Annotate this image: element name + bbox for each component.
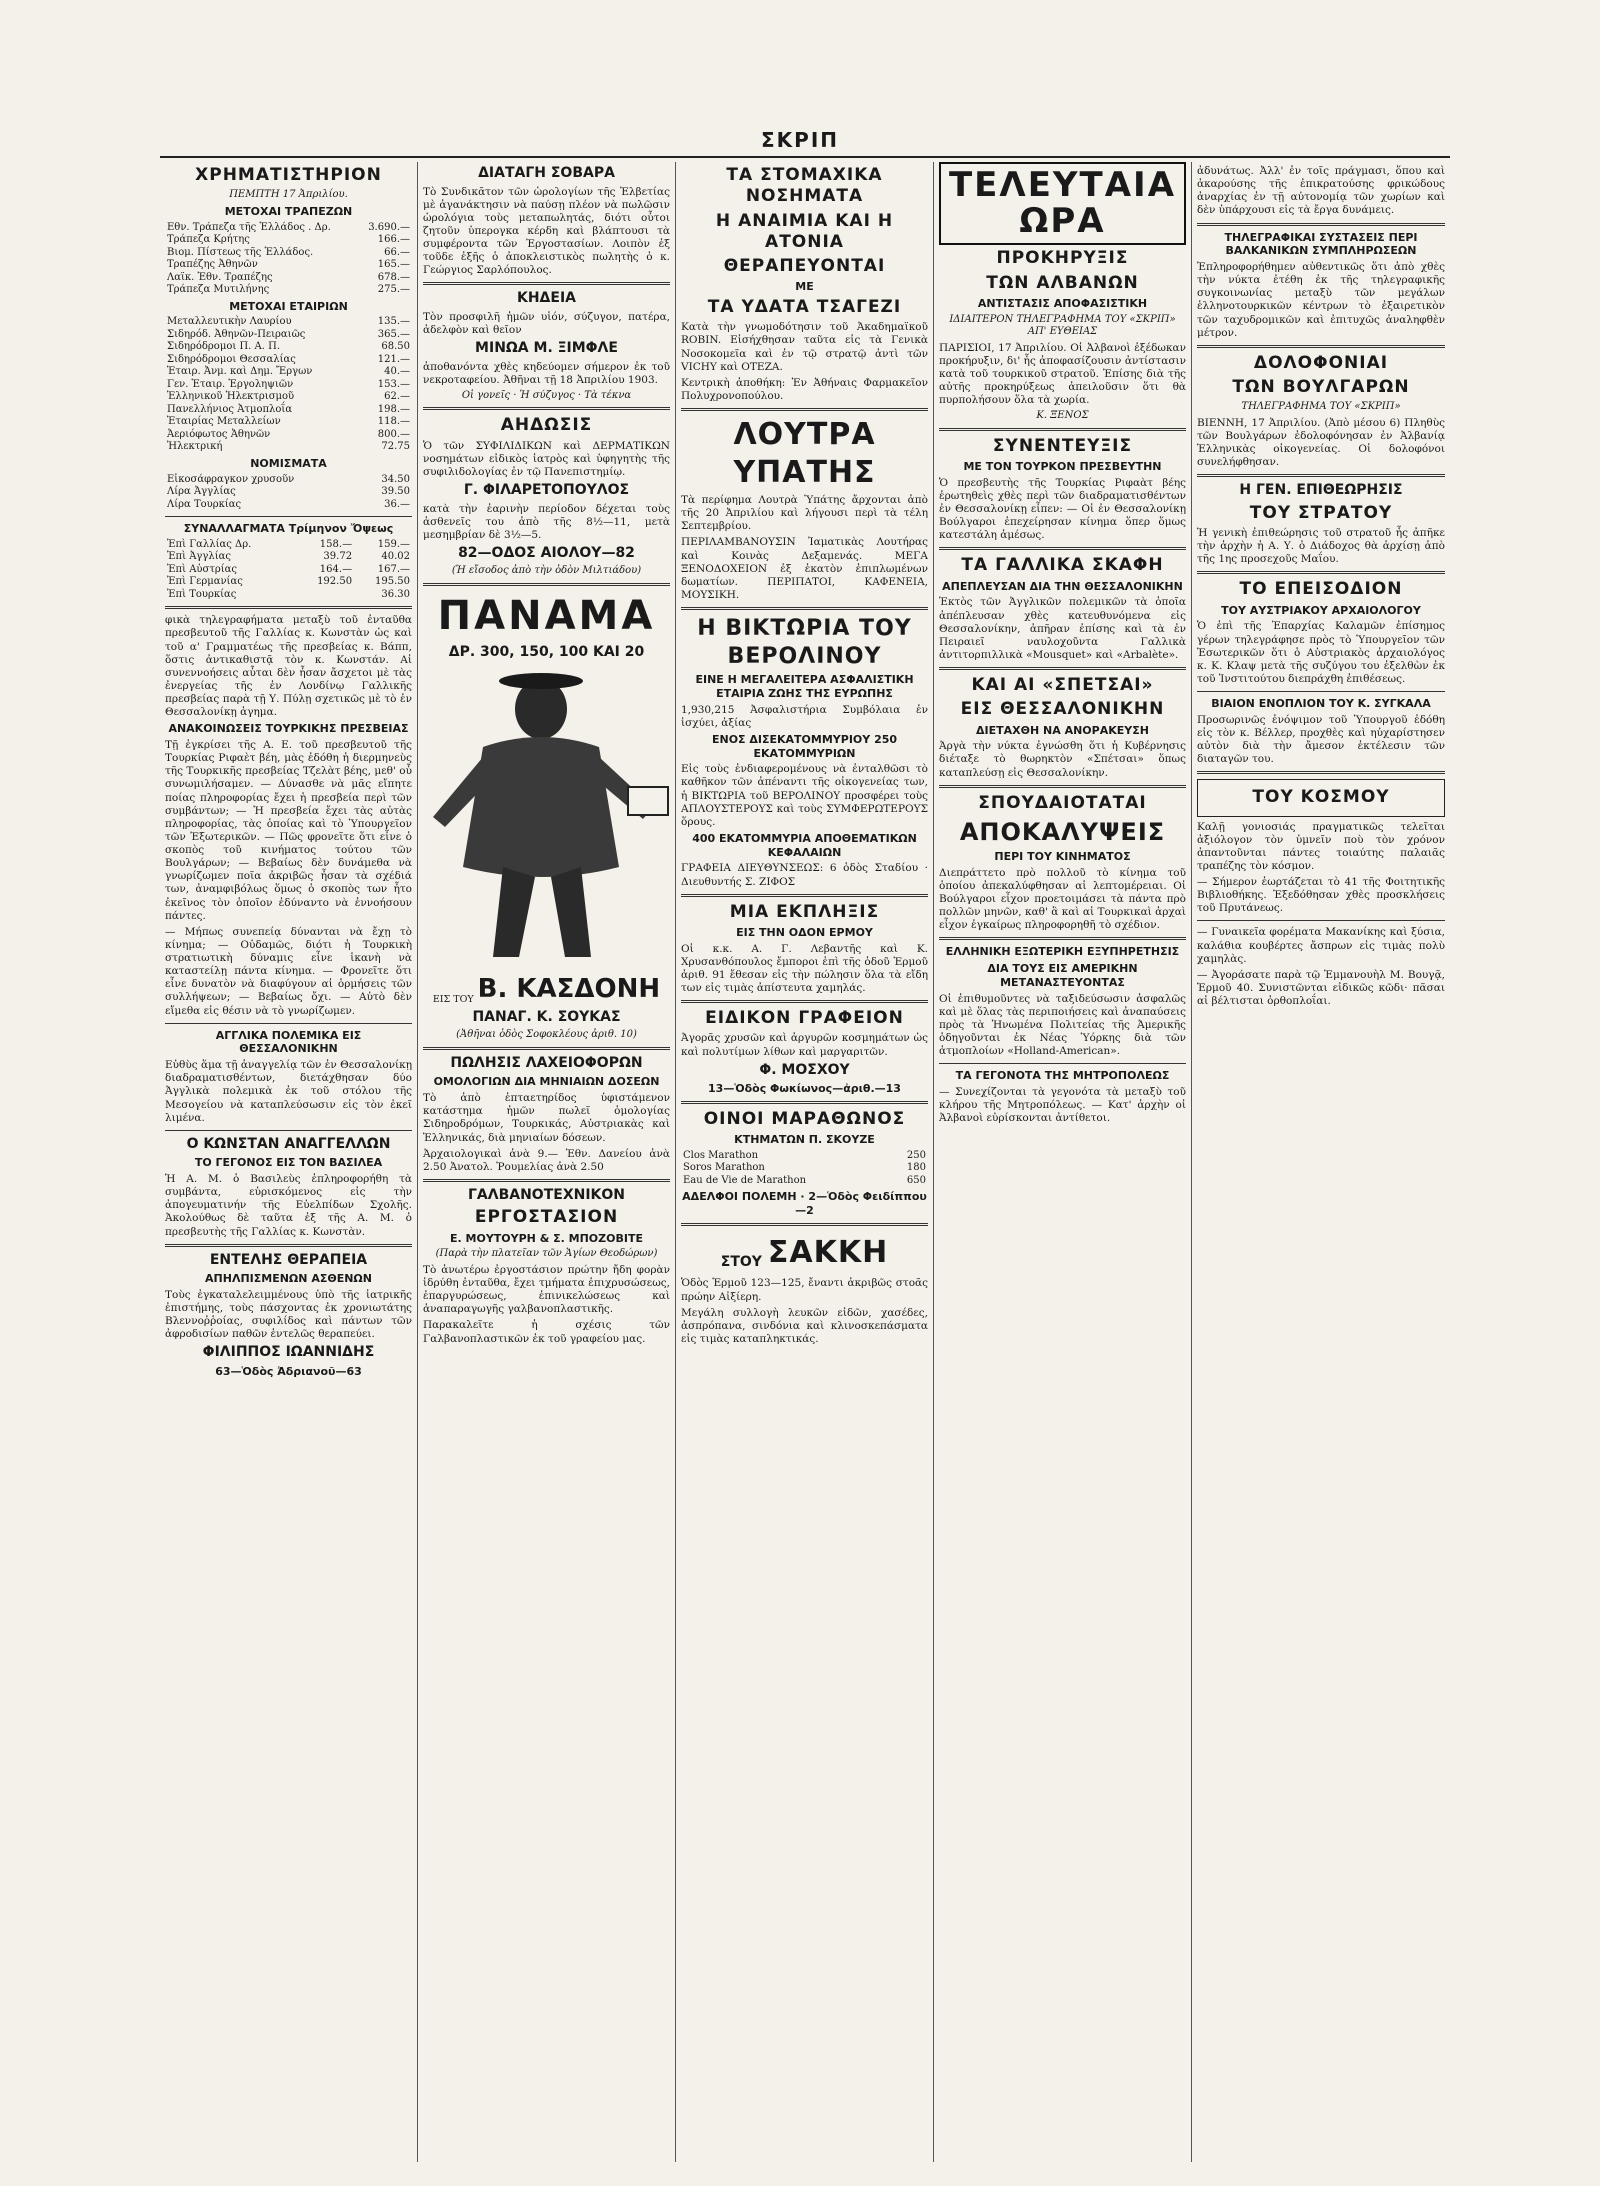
- article-heading: ΕΙΣ ΘΕΣΣΑΛΟΝΙΚΗΝ: [960, 699, 1165, 720]
- divider: [681, 1223, 928, 1226]
- divider: [165, 1244, 412, 1247]
- article-body: — Σήμερον ἐωρτάζεται τὸ 41 τῆς Φοιτητικῆς Βιβλιοθήκης. Ἐξεδόθησαν χθὲς προσκλήσεις τοῦ Πρυτάνεως.: [1197, 876, 1445, 915]
- table-row: Ἐπὶ Γαλλίας Δρ. 158.— 159.—: [167, 538, 410, 550]
- divider: [681, 1101, 928, 1104]
- table-row: Τραπέζης Ἀθηνῶν 165.—: [167, 259, 410, 270]
- divider: [939, 937, 1186, 940]
- ad-heading: ΑΗΔΩΣΙΣ: [500, 415, 593, 436]
- table-row: Ἑταιρ. Ἀνμ. καὶ Δημ. Ἔργων 40.—: [167, 366, 410, 378]
- divider: [165, 1023, 412, 1024]
- ad-subheading: ΚΤΗΜΑΤΩΝ Π. ΣΚΟΥΖΕ: [734, 1133, 875, 1147]
- ad-body: Κατὰ τὴν γνωμοδότησιν τοῦ Ἀκαδημαϊκοῦ ROBIN. Εἰσήχθησαν ταῦτα εἰς τὰ Γενικὰ Νοσοκομεῖα καὶ ἐν τῷ στρατῷ ἀντὶ τῶν VICHY καὶ OTEZA.: [681, 321, 928, 373]
- notice-body: ἀποθανόντα χθὲς κηδεύομεν σήμερον ἐκ τοῦ νεκροταφείου. Ἀθῆναι τῇ 18 Ἀπριλίου 1903.: [423, 360, 670, 386]
- ad-body: 1,930,215 Ἀσφαλιστήρια Συμβόλαια ἐν ἰσχύει, ἀξίας: [681, 703, 928, 729]
- article-body: Ἡ γενικὴ ἐπιθεώρησις τοῦ στρατοῦ ἧς ἀπῆκε τὴν ἀρχὴν ἡ Α. Υ. ὁ Διάδοχος θὰ ἀρχίσῃ ἀπὸ τῆς 1ης προσεχοῦς Μαΐου.: [1197, 527, 1445, 566]
- table-row: Εθν. Τράπεζα τῆς Ἑλλάδος . Δρ. 3.690.—: [167, 221, 410, 233]
- table-row: Εἰκοσάφραγκον χρυσοῦν 34.50: [167, 473, 410, 485]
- article-subheading: ΜΕ ΤΟΝ ΤΟΥΡΚΟΝ ΠΡΕΣΒΕΥΤΗΝ: [963, 460, 1162, 473]
- ad-body: Οἱ κ.κ. Α. Γ. Λεβαντῆς καὶ Κ. Χρυσανθόπουλος ἔμποροι ἐπὶ τῆς ὁδοῦ Ἑρμοῦ ἀριθ. 91 ἔθεσαν εἰς τὴν πώλησιν ὅλα τὰ εἴδη των εἰς τιμὰς ἀπίστευτα χαμηλάς.: [681, 942, 928, 994]
- ad-body: κατὰ τὴν ἐαρινὴν περίοδον δέχεται τοὺς ἀσθενεῖς του ἀπὸ τῆς 8½—11, μετὰ μεσημβρίαν δὲ 3½—5.: [423, 502, 670, 541]
- article-body: Ὁ ἐπὶ τῆς Ἐπαρχίας Καλαμῶν ἐπίσημος γέρων τηλεγράφησε πρὸς τὸ Ὑπουργεῖον τῶν Ἐσωτερικῶν ὅτι ὁ Αὐστριακὸς ἀρχαιολόγος κ. Κ. Κλαψ μετὰ τῆς συζύγου του ἐξελθὼν ἐκ τοῦ Ἰνστιτούτου διεπράχθη ἐπιθέσεως.: [1197, 620, 1445, 685]
- divider: [423, 1179, 670, 1182]
- article-subheading: ΤΟΥ ΑΥΣΤΡΙΑΚΟΥ ΑΡΧΑΙΟΛΟΓΟΥ: [1221, 603, 1421, 617]
- ad-name: Γ. ΦΙΛΑΡΕΤΟΠΟΥΛΟΣ: [463, 482, 630, 498]
- article-body: Τῇ ἐγκρίσει τῆς Α. Ε. τοῦ πρεσβευτοῦ τῆς Τουρκίας Ριφαὲτ βέη, μὰς ἐδόθη ἡ διερμηνεὺς τῆς Τουρκικῆς πρεσβείας Τζελὰτ βέης, μεθ' οὗ συνωμιλήσαμεν. — Δύνασθε νὰ μᾶς εἴπητε ποίας πληροφορίας ἔχει ἡ πρεσβεία περὶ τῶν συμβάντων; — Ἡ πρεσβεία ἔχει τὰς αὐτὰς πληροφορίας, τὰς ὁποίας καὶ τὸ Ὑπουργεῖον τῶν Ἐξωτερικῶν. — Πῶς φρονεῖτε ὅτι εἶνε ὁ σκοπὸς τοῦ κινήματος τούτου τῶν Βουλγάρων; — Βεβαίως δὲν δυνάμεθα νὰ γνωρίζωμεν ποῖα ἀκριβῶς ἦσαν τὰ σχέδιά των, ἀναμφιβόλως ὅμως ὁ σκοπὸς των ἦτο ἐκεῖνος τὸν ὁποῖον ἐδύναντο νὰ ἐννοήσουν πάντες.: [165, 739, 412, 922]
- ad-body: Τὸ Συνδικᾶτον τῶν ὡρολογίων τῆς Ἑλβετίας μὲ ἀγανάκτησιν νὰ παύσῃ πλέον νὰ πωλῶσιν ὡρολόγια τοὺς μεταπωλητάς, διότι οὗτοι ζητοῦν ὑπερογκα κέρδη καὶ βλάπτουσι τὰ συμφέροντα τῶν Ἐργοστασίων. Λοιπὸν ἐξ τοῦδε ἐξῆς ὁ ἀποκλειστικὸς πωλητὴς ὁ κ. Γεώργιος Σαρλόπουλος.: [423, 185, 670, 277]
- ad-address: 82—ΟΔΟΣ ΑΙΟΛΟΥ—82: [458, 544, 635, 561]
- article-subheading: ΔΙΑ ΤΟΥΣ ΕΙΣ ΑΜΕΡΙΚΗΝ ΜΕΤΑΝΑΣΤΕΥΟΝΤΑΣ: [987, 962, 1138, 989]
- kasdoni-banner: [423, 973, 670, 1006]
- article-body: Ὁ πρεσβευτὴς τῆς Τουρκίας Ριφαὰτ βέης ἐρωτηθεὶς χθὲς περὶ τῶν διαδραματισθέντων ἐν Θεσσαλονίκῃ εἶπεν: — Οἱ ἐν Θεσσαλονίκῃ Βούλγαροι ἐπεχείρησαν κίνημα ὅπερ ὅμως κατεστάλη ἀμέσως.: [939, 476, 1186, 542]
- ad-subheading: ΕΡΓΟΣΤΑΣΙΟΝ: [474, 1207, 619, 1228]
- divider: [1197, 345, 1445, 348]
- divider: [1197, 223, 1445, 226]
- companies-heading: ΜΕΤΟΧΑΙ ΕΤΑΙΡΙΩΝ: [229, 299, 348, 313]
- sakki-banner: [681, 1231, 928, 1275]
- ad-heading: ΤΑ ΣΤΟΜΑΧΙΚΑ ΝΟΣΗΜΑΤΑ: [726, 165, 883, 207]
- column-2: [418, 162, 676, 2162]
- article-heading: ΔΟΛΟΦΟΝΙΑΙ: [1253, 352, 1389, 373]
- article-heading: ΤΩΝ ΑΛΒΑΝΩΝ: [986, 272, 1139, 293]
- article-heading: ΤΑ ΓΕΓΟΝΟΤΑ ΤΗΣ ΜΗΤΡΟΠΟΛΕΩΣ: [955, 1069, 1170, 1083]
- ad-heading: Η ΑΝΑΙΜΙΑ ΚΑΙ Η ΑΤΟΝΙΑ: [715, 210, 894, 252]
- table-row: Ἐπὶ Τουρκίας 36.30: [167, 588, 410, 600]
- kasdoni-address: (Ἀθῆναι ὁδὸς Σοφοκλέους ἀριθ. 10): [456, 1029, 637, 1041]
- article-subheading: ΔΙΕΤΑΧΘΗ ΝΑ ΑΝΟΡΑΚΕΥΣΗ: [976, 723, 1149, 737]
- ad-name: Φ. ΜΟΣΧΟΥ: [759, 1061, 850, 1078]
- divider: [939, 547, 1186, 550]
- notice-signature: Οἱ γονεῖς · Ἡ σύζυγος · Τὰ τέκνα: [461, 389, 632, 401]
- divider: [423, 1047, 670, 1050]
- divider: [681, 1000, 928, 1003]
- divider: [423, 407, 670, 410]
- ad-heading: ΕΝΤΕΛΗΣ ΘΕΡΑΠΕΙΑ: [209, 1251, 368, 1268]
- table-row: Ἐπὶ Αὐστρίας 164.— 167.—: [167, 563, 410, 575]
- kasdoni-name: Β. ΚΑΣΔΟΝΗ: [477, 974, 661, 1005]
- column-1: [160, 162, 418, 2162]
- table-row: Eau de Vie de Marathon 650: [683, 1174, 926, 1186]
- ad-heading: ΜΙΑ ΕΚΠΛΗΞΙΣ: [729, 901, 880, 922]
- market-title: ΧΡΗΜΑΤΙΣΤΗΡΙΟΝ: [195, 165, 382, 185]
- ad-body: Τὰ περίφημα Λουτρὰ Ὑπάτης ἄρχονται ἀπὸ τῆς 20 Ἀπριλίου καὶ λήγουσι περὶ τὰ τέλη Σεπτεμβρίου.: [681, 494, 928, 533]
- article-heading: ΤΟΥ ΣΤΡΑΤΟΥ: [1249, 502, 1393, 523]
- divider: [1197, 474, 1445, 477]
- ad-heading: ΟΙΝΟΙ ΜΑΡΑΘΩΝΟΣ: [703, 1108, 906, 1129]
- table-row: Τράπεζα Κρήτης 166.—: [167, 234, 410, 245]
- ad-heading: ΔΙΑΤΑΓΗ ΣΟΒΑΡΑ: [478, 165, 615, 181]
- table-row: Τράπεζα Μυτιλήνης 275.—: [167, 284, 410, 295]
- top-rule: [160, 156, 1450, 158]
- ad-heading: ΤΑ ΥΔΑΤΑ ΤΣΑΓΕΖΙ: [707, 297, 902, 317]
- ad-body: Ἀρχαιολογικαὶ ἀνὰ 9.— Ἐθν. Δανείου ἀνὰ 2.50 Ἀνατολ. Ῥουμελίας ἀνὰ 2.50: [423, 1147, 670, 1173]
- ad-heading: ΕΙΔΙΚΟΝ ΓΡΑΦΕΙΟΝ: [705, 1008, 904, 1029]
- market-date: ΠΕΜΠΤΗ 17 Ἀπριλίου.: [229, 189, 348, 201]
- article-subheading: ΠΕΡΙ ΤΟΥ ΚΙΝΗΜΑΤΟΣ: [994, 849, 1131, 863]
- sakki-name: ΣΑΚΚΗ: [767, 1234, 889, 1270]
- divider: [165, 516, 412, 517]
- ad-footer: ΓΡΑΦΕΙΑ ΔΙΕΥΘΥΝΣΕΩΣ: 6 ὁδὸς Σταδίου · Διευθυντής Σ. ΖΙΦΟΣ: [681, 862, 928, 888]
- man-figure-icon: [423, 667, 671, 967]
- notice-heading: ΚΗΔΕΙΑ: [516, 290, 576, 307]
- ad-name: ΦΙΛΙΠΠΟΣ ΙΩΑΝΝΙΔΗΣ: [202, 1344, 375, 1361]
- lottery-title: ΠΑΝΑΜΑ: [437, 592, 656, 639]
- article-heading: ΤΗΛΕΓΡΑΦΙΚΑΙ ΣΥΣΤΑΣΕΙΣ ΠΕΡΙ ΒΑΛΚΑΝΙΚΩΝ ΣΥΜΠΛΗΡΩΣΕΩΝ: [1224, 230, 1418, 258]
- article-body: Καλῇ γονιοσιάς πραγματικῶς τελεῖται ἀξιόλογον τὸν ὑμνεῖν ποὺ τὸν χρόνον ἀπαντοῦνται πάντες τοιαύτης παλαιᾶς τραπέζης τὸν κόσμον.: [1197, 820, 1445, 872]
- table-row: Λαϊκ. Ἐθν. Τραπέζης 678.—: [167, 271, 410, 283]
- divider: [681, 894, 928, 897]
- table-row: Γεν. Ἑταιρ. Ἐργοληψιῶν 153.—: [167, 378, 410, 390]
- table-row: Σιδηρόδ. Ἀθηνῶν-Πειραιῶς 365.—: [167, 328, 410, 340]
- article-body: ἀδυνάτως. Ἀλλ' ἐν τοῖς πράγμασι, ὅπου καὶ ἀκαρούσης τῆς ἐπικρατούσης φρικώδους ἀναρχίας ἐν τῇ αὐτονομίᾳ τῶν χωρίων καὶ δὲν ὑπάρχουσι εἰς τὰ ἔργα δυνάμεις.: [1197, 165, 1445, 217]
- article-heading: ΚΑΙ ΑΙ «ΣΠΕΤΣΑΙ»: [971, 675, 1154, 695]
- table-row: Ἐπὶ Ἀγγλίας 39.72 40.02: [167, 551, 410, 563]
- article-source: ΙΔΙΑΙΤΕΡΟΝ ΤΗΛΕΓΡΑΦΗΜΑ ΤΟΥ «ΣΚΡΙΠ» ΑΠ' ΕΥΘΕΙΑΣ: [949, 313, 1176, 338]
- article-body: Ἀργὰ τὴν νύκτα ἐγνώσθη ὅτι ἡ Κυβέρνησις διέταξε τὸ θωρηκτὸν «Σπέτσαι» ὅπως καταπλεύσῃ εἰς Θεσσαλονίκην.: [939, 740, 1186, 779]
- companies-table: [165, 316, 412, 454]
- article-subheading: ΑΝΤΙΣΤΑΣΙΣ ΑΠΟΦΑΣΙΣΤΙΚΗ: [977, 296, 1148, 310]
- table-row: Ἑλληνικοῦ Ἠλεκτρισμοῦ 62.—: [167, 391, 410, 403]
- divider: [423, 282, 670, 285]
- article-body: φικὰ τηλεγραφήματα μεταξὺ τοῦ ἐνταῦθα πρεσβευτοῦ τῆς Γαλλίας κ. Κωνστὰν ὡς καὶ τοῦ α' Γραμματέως τῆς πρεσβείας κ. Βάππ, ὅστις ἀντικαθιστᾷ τὸν κ. Κωνστάν. Αἱ συνεννοήσεις αὗται δὲν ἦσαν ἄσχετοι μὲ τὰς ἐνεργείας τῆς ἐν Λονδίνῳ Γαλλικῆς πρεσβείας παρὰ τῇ Υ. Πύλῃ σχετικῶς μὲ τὸ ἐν Θεσσαλονίκῃ ἀγημα.: [165, 614, 412, 719]
- divider: [939, 785, 1186, 788]
- figure-illustration: [423, 667, 670, 967]
- article-heading: ΤΟ ΕΠΕΙΣΟΔΙΟΝ: [1239, 579, 1403, 600]
- table-row: Πανελλήνιος Ἀτμοπλοΐα 198.—: [167, 403, 410, 415]
- article-body: Ἡ Α. Μ. ὁ Βασιλεὺς ἐπληροφορήθη τὰ συμβάντα, εὑρισκόμενος εἰς τὴν ἀπογευματινήν τῆς Εὐελπίδων Σχολῆς. Ἀκολούθως δὲ ταῦτα ἐξ τῆς Α. Μ. ὁ πρεσβευτὴς τῆς Γαλλίας κ. Κωνστὰν.: [165, 1173, 412, 1238]
- ad-owners: Ε. ΜΟΥΤΟΥΡΗ & Σ. ΜΠΟΖΟΒΙΤΕ: [450, 1231, 643, 1245]
- ad-body: Τὸ ἀπὸ ἑπταετηρίδος ὑφιστάμενον κατάστημα ἡμῶν πωλεῖ ὁμολογίας Σιδηροδρόμων, Τουρκικάς, Αὐστριακὰς καὶ Ἑλληνικάς, διὰ μηνιαίων δόσεων.: [423, 1092, 670, 1144]
- ad-heading: ΛΟΥΤΡΑ ΥΠΑΤΗΣ: [733, 417, 876, 490]
- divider: [165, 1130, 412, 1131]
- ad-heading: Η ΒΙΚΤΩΡΙΑ ΤΟΥ ΒΕΡΟΛΙΝΟΥ: [697, 616, 912, 669]
- article-heading: ΤΟΥ ΚΟΣΜΟΥ: [1252, 787, 1390, 808]
- column-3: [676, 162, 934, 2162]
- article-heading: ΒΙΑΙΟΝ ΕΝΟΠΛΙΟΝ ΤΟΥ Κ. ΣΥΓΚΑΛΑ: [1211, 697, 1431, 710]
- ad-subheading: ΕΙΣ ΤΗΝ ΟΔΟΝ ΕΡΜΟΥ: [736, 925, 873, 939]
- ad-body: Εἰς τοὺς ἐνδιαφερομένους νὰ ἐνταλθῶσι τὸ καθῆκον τῶν ἀπέναντι τῆς οἰκογενείας των, ἡ ΒΙΚΤΩΡΙΑ τοῦ ΒΕΡΟΛΙΝΟΥ προσφέρει τοὺς ΑΠΛΟΥΣΤΕΡΟΥΣ καὶ τοὺς ΣΥΜΦΕΡΩΤΕΡΟΥΣ ὅρους.: [681, 763, 928, 828]
- article-signature: Κ. ΞΕΝΟΣ: [1036, 410, 1089, 422]
- table-row: Ἀεριόφωτος Ἀθηνῶν 800.—: [167, 428, 410, 440]
- column-5: [1192, 162, 1450, 2162]
- article-heading: ΕΛΛΗΝΙΚΗ ΕΞΩΤΕΡΙΚΗ ΕΞΥΠΗΡΕΤΗΣΙΣ: [945, 945, 1180, 959]
- fx-table: [165, 539, 412, 602]
- ad-address: 63—Ὁδὸς Ἀδριανοῦ—63: [215, 1364, 362, 1378]
- article-body: Διεπράττετο πρὸ πολλοῦ τὸ κίνημα τοῦ ὁποίου ἀπεκαλύφθησαν αἱ λεπτομέρειαι. Οἱ Βούλγαροι εἶχον προετοιμάσει τὰ πάντα πρὸ πολλῶν μηνῶν, καθ' ἃ καὶ αἱ Τουρκικαὶ ἀρχαὶ εἶχον ἐγκαίρως πληροφορηθῆ τὸ σχέδιον.: [939, 866, 1186, 932]
- divider: [165, 606, 412, 609]
- ad-address: 13—Ὁδὸς Φωκίωνος—ἀριθ.—13: [708, 1082, 901, 1096]
- table-row: Σιδηρόδρομοι Θεσσαλίας 121.—: [167, 353, 410, 365]
- divider: [1197, 571, 1445, 574]
- article-source: ΤΗΛΕΓΡΑΦΗΜΑ ΤΟΥ «ΣΚΡΙΠ»: [1241, 401, 1401, 413]
- table-row: Λίρα Τουρκίας 36.—: [167, 498, 410, 510]
- kasdoni-partner: ΠΑΝΑΓ. Κ. ΣΟΥΚΑΣ: [472, 1008, 621, 1025]
- ad-heading: ΠΩΛΗΣΙΣ ΛΑΧΕΙΟΦΟΡΩΝ: [450, 1054, 643, 1071]
- ad-footer: ΑΔΕΛΦΟΙ ΠΟΛΕΜΗ · 2—Ὁδὸς Φειδίππου—2: [682, 1190, 927, 1218]
- article-heading: ΑΝΑΚΟΙΝΩΣΕΙΣ ΤΟΥΡΚΙΚΗΣ ΠΡΕΣΒΕΙΑΣ: [168, 722, 409, 736]
- article-subheading: ΑΠΕΠΛΕΥΣΑΝ ΔΙΑ ΤΗΝ ΘΕΣΣΑΛΟΝΙΚΗΝ: [942, 579, 1183, 593]
- ad-heading: ΜΕ: [795, 280, 814, 294]
- table-row: Ἑταιρίας Μεταλλείων 118.—: [167, 416, 410, 428]
- article-body: Ἐπληροφορήθημεν αὐθεντικῶς ὅτι ἀπὸ χθὲς τὴν νύκτα ἐτέθη ἐκ τῆς τηλεγραφικῆς συγκοινωνίας μεταξὺ τῶν μεγάλων ἑλληνοτουρκικῶν κέντρων τὸ ἐξαιρετικὸν τῶν ταχυδρομικῶν καὶ ἐπιτυχῶς ἀναληφθὲν μέτρον.: [1197, 261, 1445, 339]
- article-body: Οἱ ἐπιθυμοῦντες νὰ ταξιδεύσωσιν ἀσφαλῶς καὶ μὲ ὅλας τὰς περιποιήσεις καὶ ἀναπαύσεις πρὸς τὰ Ἡνωμένα Πολιτείας τῆς Ἀμερικῆς ὁδηγοῦνται ἐκ Νέας Ὑόρκης διὰ τῶν ἀτμοπλοίων «Holland-American».: [939, 992, 1186, 1057]
- divider: [939, 667, 1186, 670]
- ad-subheading: ΕΝΟΣ ΔΙΣΕΚΑΤΟΜΜΥΡΙΟΥ 250 ΕΚΑΤΟΜΜΥΡΙΩΝ: [711, 732, 898, 760]
- notice-name: ΜΙΝΩΑ Μ. ΞΙΜΦΛΕ: [475, 340, 618, 357]
- masthead: ΣΚΡΙΠ: [761, 128, 839, 152]
- kasdoni-prefix: ΕΙΣ ΤΟΥ: [432, 994, 474, 1005]
- ad-body: Ὁ τῶν ΣΥΦΙΛΙΔΙΚΩΝ καὶ ΔΕΡΜΑΤΙΚΩΝ νοσημάτων εἰδικὸς ἰατρὸς καὶ ὑφηγητὴς τῆς συφιλιδολογίας ἐν τῷ Πανεπιστημίῳ.: [423, 439, 670, 478]
- ad-body: — Γυναικεῖα φορέματα Μακανίκης καὶ ξύσια, καλάθια κουβέρτες ἄσπρων εἰς τιμὰς πολὺ χαμηλὰς.: [1197, 926, 1445, 965]
- table-row: Clos Marathon 250: [683, 1149, 926, 1161]
- world-box: [1197, 779, 1445, 816]
- coins-table: [165, 474, 412, 512]
- coins-heading: ΝΟΜΙΣΜΑΤΑ: [250, 456, 327, 470]
- divider: [423, 583, 670, 586]
- bank-heading: ΜΕΤΟΧΑΙ ΤΡΑΠΕΖΩΝ: [224, 204, 353, 218]
- ad-address: (Παρὰ τὴν πλατεῖαν τῶν Ἁγίων Θεοδώρων): [435, 1248, 658, 1260]
- ad-body: Μεγάλη συλλογὴ λευκῶν εἰδῶν, χασέδες, ἀσπρόπανα, σινδόνια καὶ κλινοσκεπάσματα εἰς τιμὰς καταπληκτικάς.: [681, 1306, 928, 1345]
- article-body: Προσωρινῶς ἐνόψιμον τοῦ Ὑπουργοῦ ἐδόθη εἰς τὸν κ. Βέλλερ, προχθὲς καὶ ηὐχαρίστησεν αὐτὸν διὰ τὴν ἄμεσον ἐκτέλεσιν τῶν διαταγῶν του.: [1197, 713, 1445, 766]
- article-heading: ΤΩΝ ΒΟΥΛΓΑΡΩΝ: [1232, 377, 1410, 397]
- article-heading: ΣΠΟΥΔΑΙΟΤΑΤΑΙ: [978, 792, 1147, 813]
- fx-heading: ΣΥΝΑΛΛΑΓΜΑΤΑ Τρίμηνον Ὄψεως: [183, 522, 394, 535]
- lottery-prices: ΔΡ. 300, 150, 100 ΚΑΙ 20: [448, 643, 645, 660]
- sakki-prefix: ΣΤΟΥ: [720, 1253, 762, 1270]
- article-heading: ΣΥΝΕΝΤΕΥΞΙΣ: [992, 435, 1133, 456]
- divider: [1197, 771, 1445, 774]
- article-heading: Η ΓΕΝ. ΕΠΙΘΕΩΡΗΣΙΣ: [1239, 482, 1403, 499]
- article-subheading: ΤΟ ΓΕΓΟΝΟΣ ΕΙΣ ΤΟΝ ΒΑΣΙΛΕΑ: [194, 1156, 383, 1170]
- divider: [681, 607, 928, 610]
- divider: [681, 408, 928, 411]
- divider: [939, 1063, 1186, 1064]
- ad-body: — Ἀγοράσατε παρὰ τῷ Ἐμμανουὴλ Μ. Βουγᾷ, Ἑρμοῦ 40. Συνιστῶνται εἰδικῶς κῶδι· πᾶσαι αἱ βέλτισται ὀρθοπλοΐαι.: [1197, 968, 1445, 1007]
- column-grid: [160, 162, 1450, 2162]
- divider: [939, 428, 1186, 431]
- article-body: ΒΙΕΝΝΗ, 17 Ἀπριλίου. (Ἀπὸ μέσου 6) Πληθὺς τῶν Βουλγάρων ἐδολοφόνησαν ἐν Ἀλβανίᾳ Ἑλληνικὰς οἰκογενείας. Οἱ δολοφόνοι συνελήφθησαν.: [1197, 416, 1445, 469]
- notice-body: Τὸν προσφιλῆ ἡμῶν υἱόν, σύζυγον, πατέρα, ἀδελφὸν καὶ θεῖον: [423, 310, 670, 336]
- ad-body: ΠΕΡΙΛΑΜΒΑΝΟΥΣΙΝ Ἰαματικὰς Λουτήρας καὶ Κοινὰς Δεξαμενάς. ΜΕΓΑ ΞΕΝΟΔΟΧΕΙΟΝ ἐξ ἑκατὸν ἐπιπλωμένων δωματίων. ΠΕΡΙΠΑΤΟΙ, ΚΑΦΕΝΕΙΑ, ΜΟΥΣΙΚΗ.: [681, 536, 928, 601]
- ad-subheading: ΕΙΝΕ Η ΜΕΓΑΛΕΙΤΕΡΑ ΑΣΦΑΛΙΣΤΙΚΗ ΕΤΑΙΡΙΑ ΖΩΗΣ ΤΗΣ ΕΥΡΩΠΗΣ: [695, 673, 914, 700]
- article-body: Εὐθὺς ἅμα τῇ ἀναγγελίᾳ τῶν ἐν Θεσσαλονίκῃ διαδραματισθέντων, διετάχθησαν δύο Ἀγγλικὰ πολεμικὰ ἐκ τοῦ στόλου τῆς Μεσογείου νὰ καταπλεύσωσιν εἰς τὸν ἐκεῖ λιμένα.: [165, 1059, 412, 1124]
- article-heading: Ο ΚΩΝΣΤΑΝ ΑΝΑΓΓΕΛΛΩΝ: [186, 1135, 391, 1152]
- article-body: — Μήπως συνεπείᾳ δύνανται νὰ ἔχῃ τὸ κίνημα; — Οὐδαμῶς, διότι ἡ Τουρκικὴ στρατιωτικὴ δύναμις εἶνε ἱκανὴ νὰ καταστείλῃ πάντα κίνημα. — Φρονεῖτε ὅτι εἶνε δυνατὸν νὰ διαφύγουν αἱ ὁρμήσεις τῶν συλλήψεων; — Βεβαίως ὄχι. — Αὐτὸ δὲν εἴμεθα εἰς θέσιν νὰ τὸ γνωρίζωμεν.: [165, 925, 412, 1017]
- ad-subheading: ΟΜΟΛΟΓΙΩΝ ΔΙΑ ΜΗΝΙΑΙΩΝ ΔΟΣΕΩΝ: [433, 1075, 660, 1089]
- ad-body: Κεντρικὴ ἀποθήκη: Ἐν Ἀθήναις Φαρμακεῖον Πολυχρονοπούλου.: [681, 376, 928, 402]
- article-heading: ΤΑ ΓΑΛΛΙΚΑ ΣΚΑΦΗ: [961, 555, 1164, 576]
- ad-body: Παρακαλεῖτε ἡ σχέσις τῶν Γαλβανοπλαστικῶν ἐκ τοῦ γραφείου μας.: [423, 1319, 670, 1345]
- table-row: Λίρα Ἀγγλίας 39.50: [167, 486, 410, 497]
- article-body: Ἐκτὸς τῶν Ἀγγλικῶν πολεμικῶν τὰ ὁποῖα ἀπέπλευσαν χθὲς κατευθυνόμενα εἰς Θεσσαλονίκην, ἀπῆραν ἐπίσης καὶ τὰ ἐν Πειραιεῖ ναυλοχοῦντα Γαλλικὰ ἀντιτορπιλλικὰ «Mousquet» καὶ «Arbalète».: [939, 596, 1186, 661]
- latest-news-banner: ΤΕΛΕΥΤΑΙΑ ΩΡΑ: [939, 162, 1186, 245]
- ad-subheading: 400 ΕΚΑΤΟΜΜΥΡΙΑ ΑΠΟΘΕΜΑΤΙΚΩΝ ΚΕΦΑΛΑΙΩΝ: [692, 831, 917, 859]
- ad-body: Τὸ ἀνωτέρω ἐργοστάσιον πρώτην ἤδη φορὰν ἱδρύθη ἐνταῦθα, ἔχει τμήματα ἐπιχρυσώσεως, ἐπαργυρώσεως, ἐπινικελώσεως καὶ ἀναπαραγωγῆς γαλβανοπλαστικῆς.: [423, 1263, 670, 1316]
- article-body: ΠΑΡΙΣΙΟΙ, 17 Ἀπριλίου. Οἱ Ἀλβανοὶ ἐξέδωκαν προκήρυξιν, δι' ἧς ἀποφασίζουσιν ἀντίστασιν κατὰ τοῦ τουρκικοῦ στρατοῦ. Ἐπίσης διὰ τῆς αὐτῆς προκηρύξεως ἀπειλοῦσιν ὅτι θὰ πυρπολήσουν ὅλα τὰ χωρία.: [939, 341, 1186, 407]
- ad-address: Ὁδὸς Ἑρμοῦ 123—125, ἔναντι ἀκριβῶς στοᾶς πρώην Αἰξίερη.: [681, 1277, 928, 1303]
- bank-table: [165, 222, 412, 297]
- wine-table: [681, 1150, 928, 1188]
- ad-body: Ἀγορᾶς χρυσῶν καὶ ἀργυρῶν κοσμημάτων ὡς καὶ πολυτίμων λίθων καὶ μαργαριτῶν.: [681, 1032, 928, 1058]
- table-row: Σιδηρόδρομοι Π. Α. Π. 68.50: [167, 341, 410, 353]
- article-heading: ΠΡΟΚΗΡΥΞΙΣ: [996, 248, 1129, 269]
- column-4: [934, 162, 1192, 2162]
- article-heading: ΑΠΟΚΑΛΥΨΕΙΣ: [959, 817, 1166, 846]
- table-row: Soros Marathon 180: [683, 1162, 926, 1174]
- table-row: Μεταλλευτικὴν Λαυρίου 135.—: [167, 316, 410, 328]
- article-heading: ΑΓΓΛΙΚΑ ΠΟΛΕΜΙΚΑ ΕΙΣ ΘΕΣΣΑΛΟΝΙΚΗΝ: [215, 1028, 362, 1056]
- table-row: Βιομ. Πίστεως τῆς Ἑλλάδος. 66.—: [167, 246, 410, 258]
- divider: [1197, 920, 1445, 921]
- table-row: Ἐπὶ Γερμανίας 192.50 195.50: [167, 576, 410, 588]
- divider: [1197, 691, 1445, 692]
- ad-address-note: (Ἡ εἴσοδος ἀπὸ τὴν ὁδὸν Μιλτιάδου): [451, 565, 642, 577]
- ad-heading: ΓΑΛΒΑΝΟΤΕΧΝΙΚΟΝ: [467, 1186, 625, 1203]
- ad-heading: ΘΕΡΑΠΕΥΟΝΤΑΙ: [723, 256, 886, 276]
- ad-subheading: ΑΠΗΛΠΙΣΜΕΝΩΝ ΑΣΘΕΝΩΝ: [205, 1272, 372, 1286]
- table-row: Ἠλεκτρική 72.75: [167, 441, 410, 453]
- article-body: — Συνεχίζονται τὰ γεγονότα τὰ μεταξὺ τοῦ κλήρου τῆς Μητροπόλεως. — Κατ' ἀρχὴν οἱ Ἀλβανοὶ εὑρίσκονται ἀντίθετοι.: [939, 1085, 1186, 1125]
- ad-body: Τοὺς ἐγκαταλελειμμένους ὑπὸ τῆς ἰατρικῆς ἐπιστήμης, τοὺς πάσχοντας ἐκ χρονιωτάτης Βλεννοῤῥοίας, συφιλίδος καὶ πάντων τῶν ἀφροδισίων παθῶν ἐντελῶς θεραπεύει.: [165, 1288, 412, 1341]
